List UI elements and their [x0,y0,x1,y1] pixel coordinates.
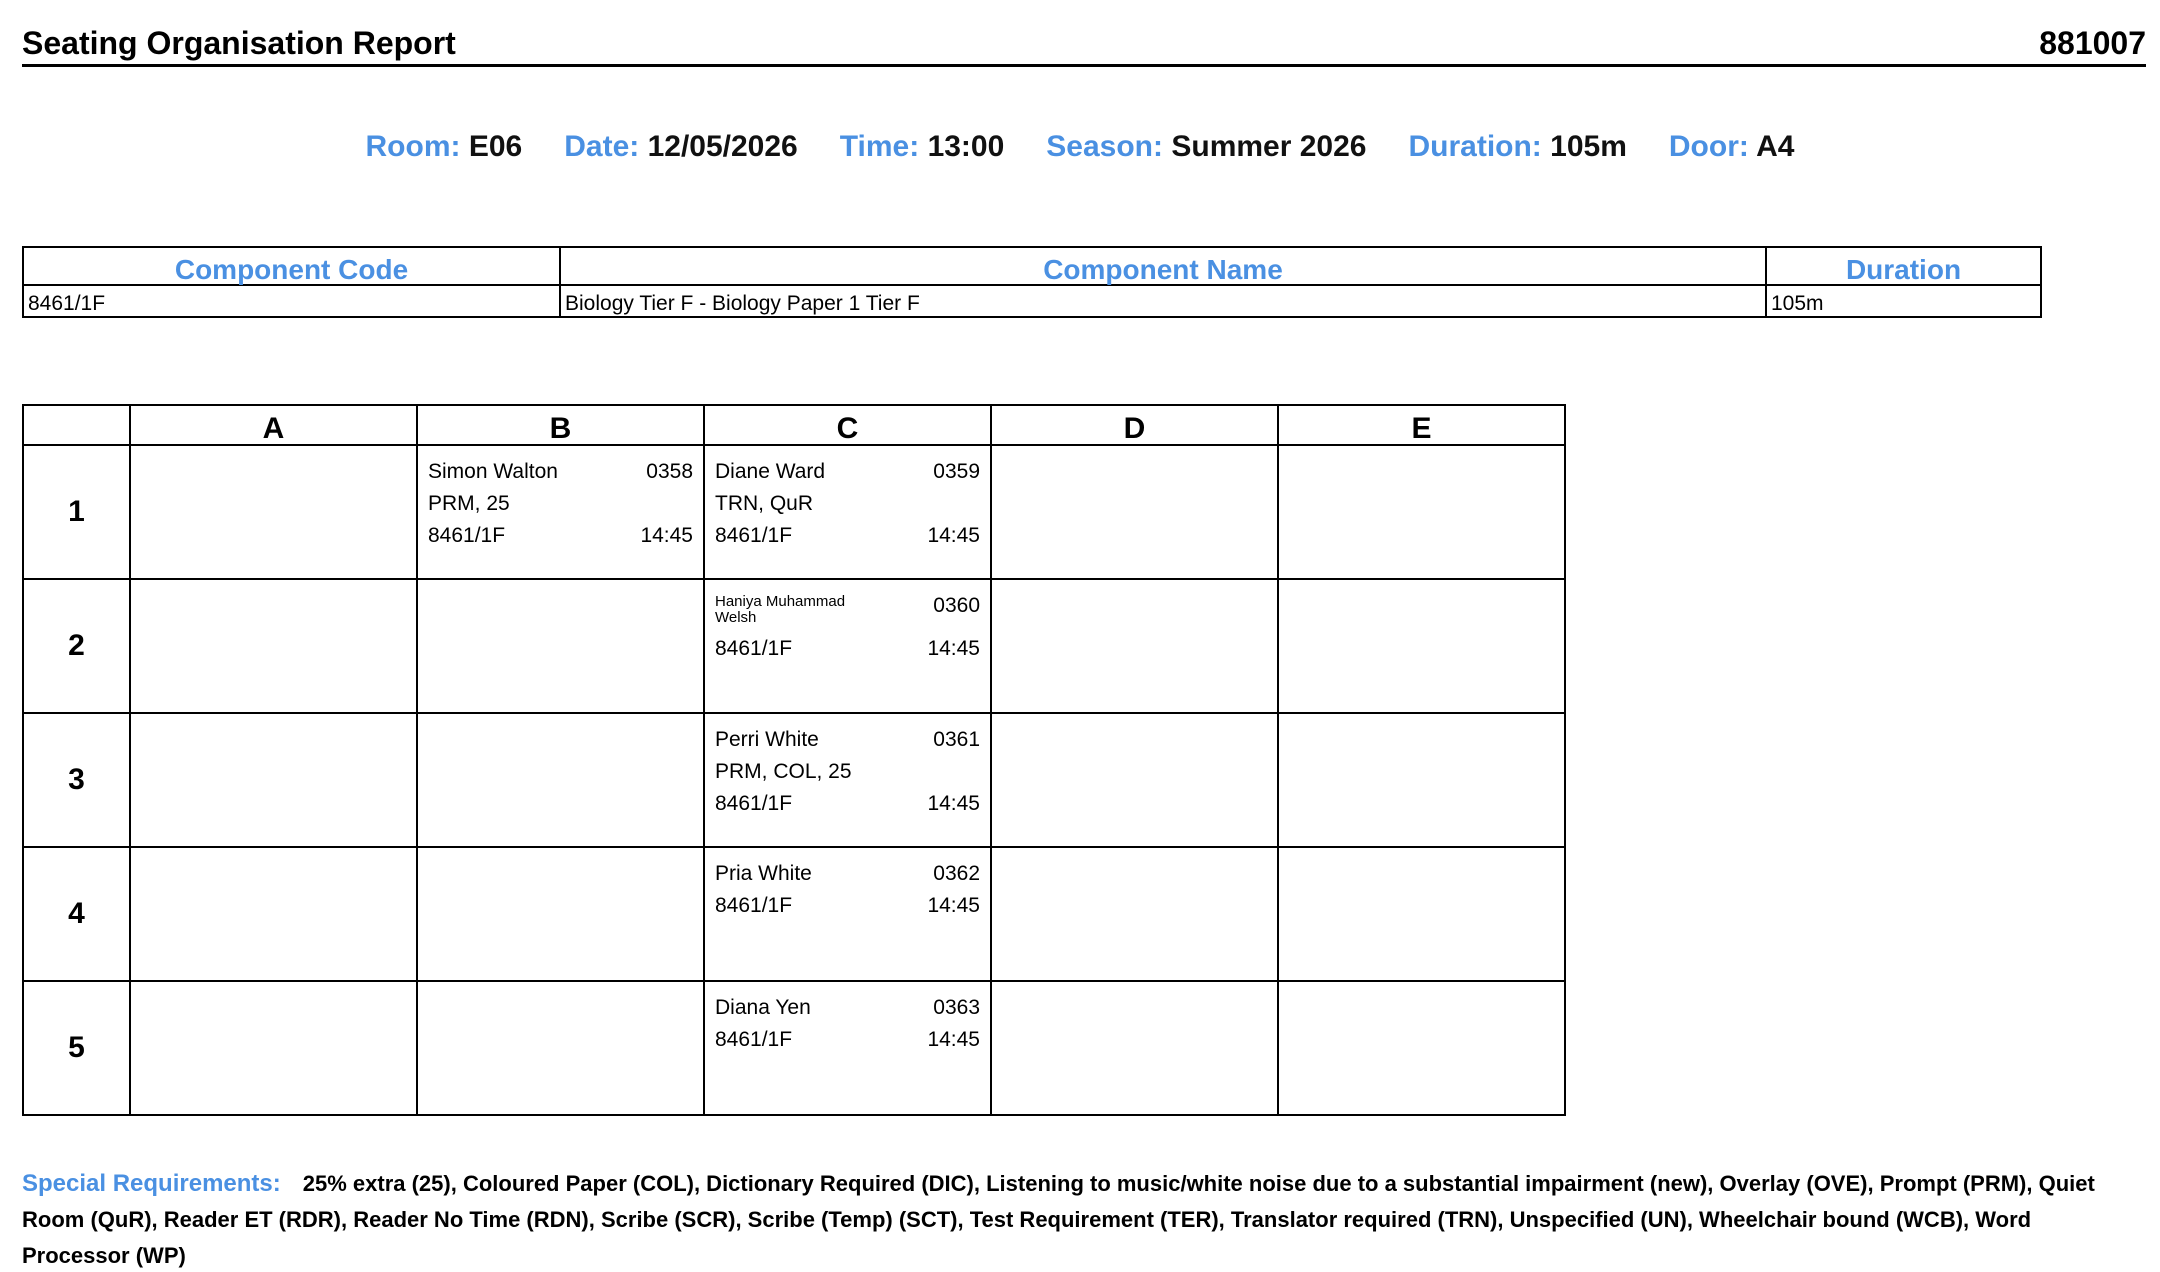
candidate-name: Diane Ward [715,460,826,483]
candidate-name: Haniya Muhammad Welsh [715,593,846,626]
season-label: Season: [1046,130,1164,163]
door-label: Door: [1668,130,1749,163]
seat-name-line [715,858,980,890]
column-header-b: B [417,405,704,445]
special-requirements-label: Special Requirements: [22,1170,281,1197]
report-title: Seating Organisation Report [22,25,456,61]
date-value: 12/05/2026 [647,130,798,163]
seat-name-line [715,992,980,1024]
seat-code-line [715,1024,980,1056]
component-header-row [23,247,2041,285]
seat-5a [130,981,417,1115]
seat-2d [991,579,1278,713]
seat-name-line [428,456,693,488]
seat-code-line [428,520,693,552]
candidate-end-time: 14:45 [927,894,980,917]
component-duration-cell: 105m [1766,285,2041,317]
seat-4e [1278,847,1565,981]
column-header-c: C [704,405,991,445]
seat-5d [991,981,1278,1115]
seat-2b [417,579,704,713]
candidate-component-code: 8461/1F [715,524,793,547]
door-value: A4 [1756,130,1795,163]
candidate-requirements: TRN, QuR [715,492,814,515]
candidate-requirements: PRM, 25 [428,492,510,515]
time-value: 13:00 [927,130,1005,163]
candidate-name: Perri White [715,728,819,751]
candidate-end-time: 14:45 [927,637,980,660]
date-label: Date: [564,130,640,163]
table-row [23,285,2041,317]
seat-row-5 [23,981,1565,1115]
time-detail [840,130,1005,164]
candidate-name: Pria White [715,862,812,885]
row-header-5: 5 [23,981,130,1115]
date-detail [564,130,798,164]
candidate-name: Simon Walton [428,460,558,483]
seat-3d [991,713,1278,847]
seat-code-line [715,520,980,552]
duration-value: 105m [1550,130,1627,163]
candidate-requirements: PRM, COL, 25 [715,760,852,783]
seat-reqs-line [715,756,980,788]
row-header-2: 2 [23,579,130,713]
door-detail [1669,130,1795,164]
row-header-4: 4 [23,847,130,981]
seating-grid [22,404,1566,1116]
seat-1e [1278,445,1565,579]
special-requirements-text: 25% extra (25), Coloured Paper (COL), Dictionary Required (DIC), Listening to music/white noise due to a substantial impairment (new), Overlay (OVE), Prompt (PRM), Quiet Room (QuR), Reader ET (RDR), Reader No Time (RDN), Scribe (SCR), Scribe (Temp) (SCT), Test Requirement (TER), Translator required (TRN), Unspecified (UN), Wheelchair bound (WCB), Word Processor (WP) [22,1171,2095,1268]
room-label: Room: [365,130,461,163]
duration-detail [1408,130,1626,164]
exam-details [0,130,2160,164]
season-value: Summer 2026 [1171,130,1367,163]
component-duration-header: Duration [1766,247,2041,285]
seat-name-line [715,724,980,756]
candidate-component-code: 8461/1F [715,792,793,815]
column-header-a: A [130,405,417,445]
candidate-end-time: 14:45 [640,524,693,547]
component-name-cell: Biology Tier F - Biology Paper 1 Tier F [560,285,1766,317]
candidate-component-code: 8461/1F [715,1028,793,1051]
seat-3b [417,713,704,847]
candidate-name: Diana Yen [715,996,811,1019]
seat-5b [417,981,704,1115]
seat-row-3 [23,713,1565,847]
candidate-component-code: 8461/1F [715,637,793,660]
candidate-end-time: 14:45 [927,792,980,815]
centre-number: 881007 [2039,25,2146,61]
room-detail [366,130,523,164]
seat-row-2 [23,579,1565,713]
seat-1b [417,445,704,579]
component-code-cell: 8461/1F [23,285,560,317]
seat-2c [704,579,991,713]
seat-4b [417,847,704,981]
seat-3e [1278,713,1565,847]
component-table [22,246,2042,318]
row-header-3: 3 [23,713,130,847]
special-requirements [22,1166,2142,1272]
seat-row-1 [23,445,1565,579]
candidate-number: 0360 [933,594,980,617]
candidate-end-time: 14:45 [927,524,980,547]
seat-4a [130,847,417,981]
seat-reqs-line [428,488,693,520]
season-detail [1046,130,1366,164]
seat-name-line [715,456,980,488]
seat-1c [704,445,991,579]
column-header-e: E [1278,405,1565,445]
seat-2e [1278,579,1565,713]
candidate-number: 0359 [933,460,980,483]
seat-code-line [715,890,980,922]
seat-reqs-line [715,488,980,520]
component-code-header: Component Code [23,247,560,285]
seat-4c [704,847,991,981]
candidate-number: 0362 [933,862,980,885]
candidate-number: 0361 [933,728,980,751]
seat-4d [991,847,1278,981]
column-header-row [23,405,1565,445]
report-header [22,14,2146,67]
seat-1a [130,445,417,579]
seat-3c [704,713,991,847]
seat-3a [130,713,417,847]
column-header-d: D [991,405,1278,445]
candidate-number: 0358 [646,460,693,483]
corner-cell [23,405,130,445]
duration-label: Duration: [1408,130,1542,163]
seat-row-4 [23,847,1565,981]
seat-5e [1278,981,1565,1115]
component-name-header: Component Name [560,247,1766,285]
seat-name-line [715,590,980,633]
seat-code-line [715,633,980,665]
seat-1d [991,445,1278,579]
time-label: Time: [839,130,920,163]
candidate-component-code: 8461/1F [715,894,793,917]
seat-code-line [715,788,980,820]
row-header-1: 1 [23,445,130,579]
room-value: E06 [468,130,523,163]
seat-2a [130,579,417,713]
seat-5c [704,981,991,1115]
candidate-end-time: 14:45 [927,1028,980,1051]
candidate-component-code: 8461/1F [428,524,506,547]
candidate-number: 0363 [933,996,980,1019]
